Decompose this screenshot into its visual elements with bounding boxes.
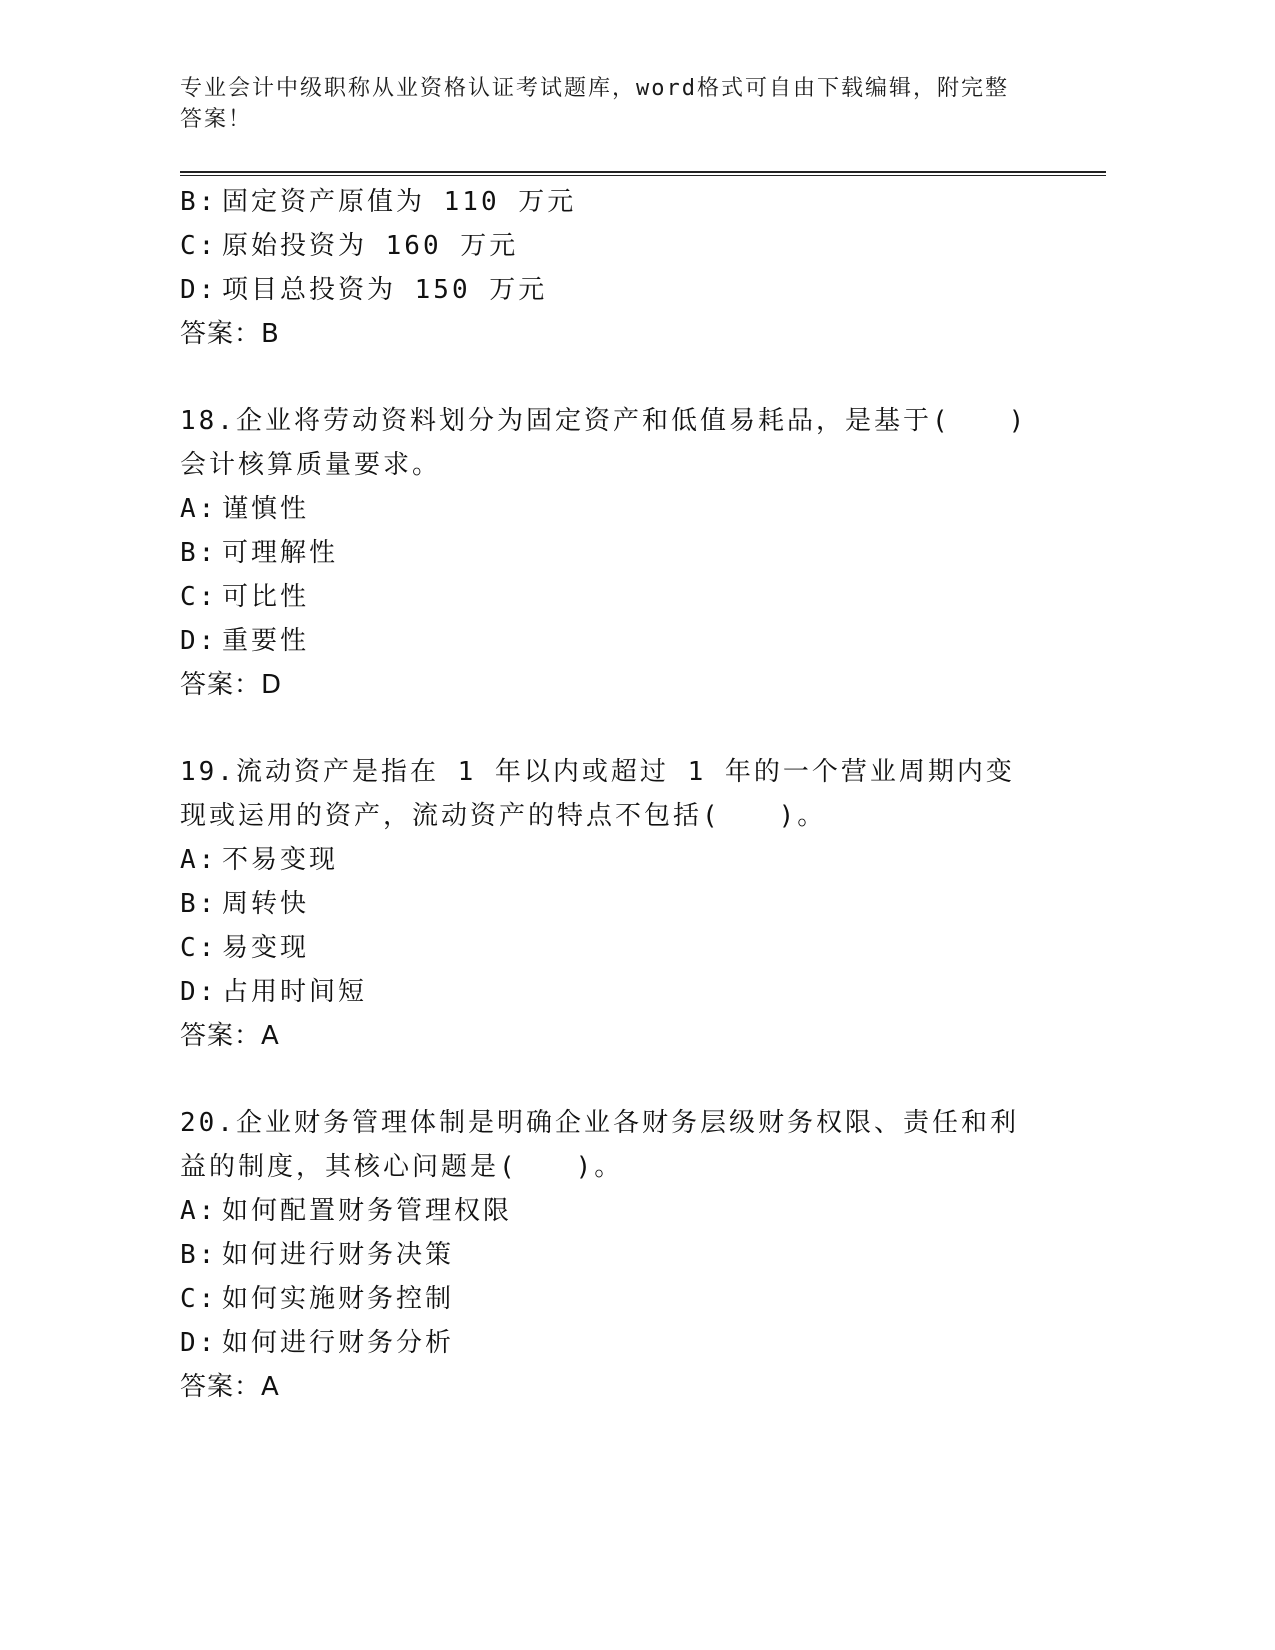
option-letter: B: bbox=[180, 187, 218, 217]
option-text: 项目总投资为 150 万元 bbox=[222, 275, 548, 305]
option-letter: C: bbox=[180, 933, 218, 963]
option-letter: D: bbox=[180, 977, 218, 1007]
question-block-17 bbox=[180, 180, 1040, 356]
spacer bbox=[180, 356, 1040, 399]
answer-line: 答案：A bbox=[180, 1372, 280, 1402]
option-d bbox=[180, 970, 1040, 1014]
answer-line: 答案：B bbox=[180, 319, 280, 349]
spacer bbox=[180, 707, 1040, 750]
option-letter: A: bbox=[180, 1196, 218, 1226]
option-letter: B: bbox=[180, 538, 218, 568]
header-divider-thick bbox=[180, 171, 1106, 173]
option-d bbox=[180, 619, 1040, 663]
option-letter: C: bbox=[180, 231, 218, 261]
option-text: 原始投资为 160 万元 bbox=[222, 231, 519, 261]
option-text: 谨慎性 bbox=[222, 494, 310, 524]
option-text: 易变现 bbox=[222, 933, 310, 963]
question-block-18 bbox=[180, 399, 1040, 707]
option-letter: D: bbox=[180, 275, 218, 305]
option-d bbox=[180, 268, 1040, 312]
option-letter: B: bbox=[180, 1240, 218, 1270]
option-text: 如何配置财务管理权限 bbox=[222, 1196, 513, 1226]
option-c bbox=[180, 926, 1040, 970]
option-b bbox=[180, 180, 1040, 224]
option-text: 固定资产原值为 110 万元 bbox=[222, 187, 577, 217]
option-text: 可比性 bbox=[222, 582, 310, 612]
question-text: 18.企业将劳动资料划分为固定资产和低值易耗品，是基于( )会计核算质量要求。 bbox=[180, 406, 1028, 480]
question-text: 20.企业财务管理体制是明确企业各财务层级财务权限、责任和利益的制度，其核心问题是( )。 bbox=[180, 1108, 1019, 1182]
option-letter: B: bbox=[180, 889, 218, 919]
answer-line: 答案：D bbox=[180, 670, 283, 700]
option-c bbox=[180, 575, 1040, 619]
question-block-19 bbox=[180, 750, 1040, 1058]
option-letter: C: bbox=[180, 1284, 218, 1314]
option-text: 可理解性 bbox=[222, 538, 339, 568]
option-text: 重要性 bbox=[222, 626, 310, 656]
option-letter: C: bbox=[180, 582, 218, 612]
question-block-20 bbox=[180, 1101, 1040, 1409]
spacer bbox=[180, 1058, 1040, 1101]
option-text: 不易变现 bbox=[222, 845, 339, 875]
option-letter: A: bbox=[180, 845, 218, 875]
option-b bbox=[180, 882, 1040, 926]
answer-line: 答案：A bbox=[180, 1021, 280, 1051]
option-letter: D: bbox=[180, 626, 218, 656]
option-letter: D: bbox=[180, 1328, 218, 1358]
option-d bbox=[180, 1321, 1040, 1365]
option-a bbox=[180, 838, 1040, 882]
page-header: 专业会计中级职称从业资格认证考试题库，word格式可自由下载编辑，附完整答案！ bbox=[180, 76, 1009, 132]
option-c bbox=[180, 1277, 1040, 1321]
option-a bbox=[180, 1189, 1040, 1233]
option-b bbox=[180, 1233, 1040, 1277]
option-text: 周转快 bbox=[222, 889, 310, 919]
option-text: 如何进行财务分析 bbox=[222, 1328, 455, 1358]
option-b bbox=[180, 531, 1040, 575]
option-text: 如何进行财务决策 bbox=[222, 1240, 455, 1270]
header-divider-thin bbox=[180, 175, 1106, 176]
option-a bbox=[180, 487, 1040, 531]
question-list bbox=[180, 180, 1040, 1409]
option-text: 占用时间短 bbox=[222, 977, 368, 1007]
option-letter: A: bbox=[180, 494, 218, 524]
question-text: 19.流动资产是指在 1 年以内或超过 1 年的一个营业周期内变现或运用的资产，流动资产的特点不包括( )。 bbox=[180, 757, 1015, 831]
option-text: 如何实施财务控制 bbox=[222, 1284, 455, 1314]
option-c bbox=[180, 224, 1040, 268]
